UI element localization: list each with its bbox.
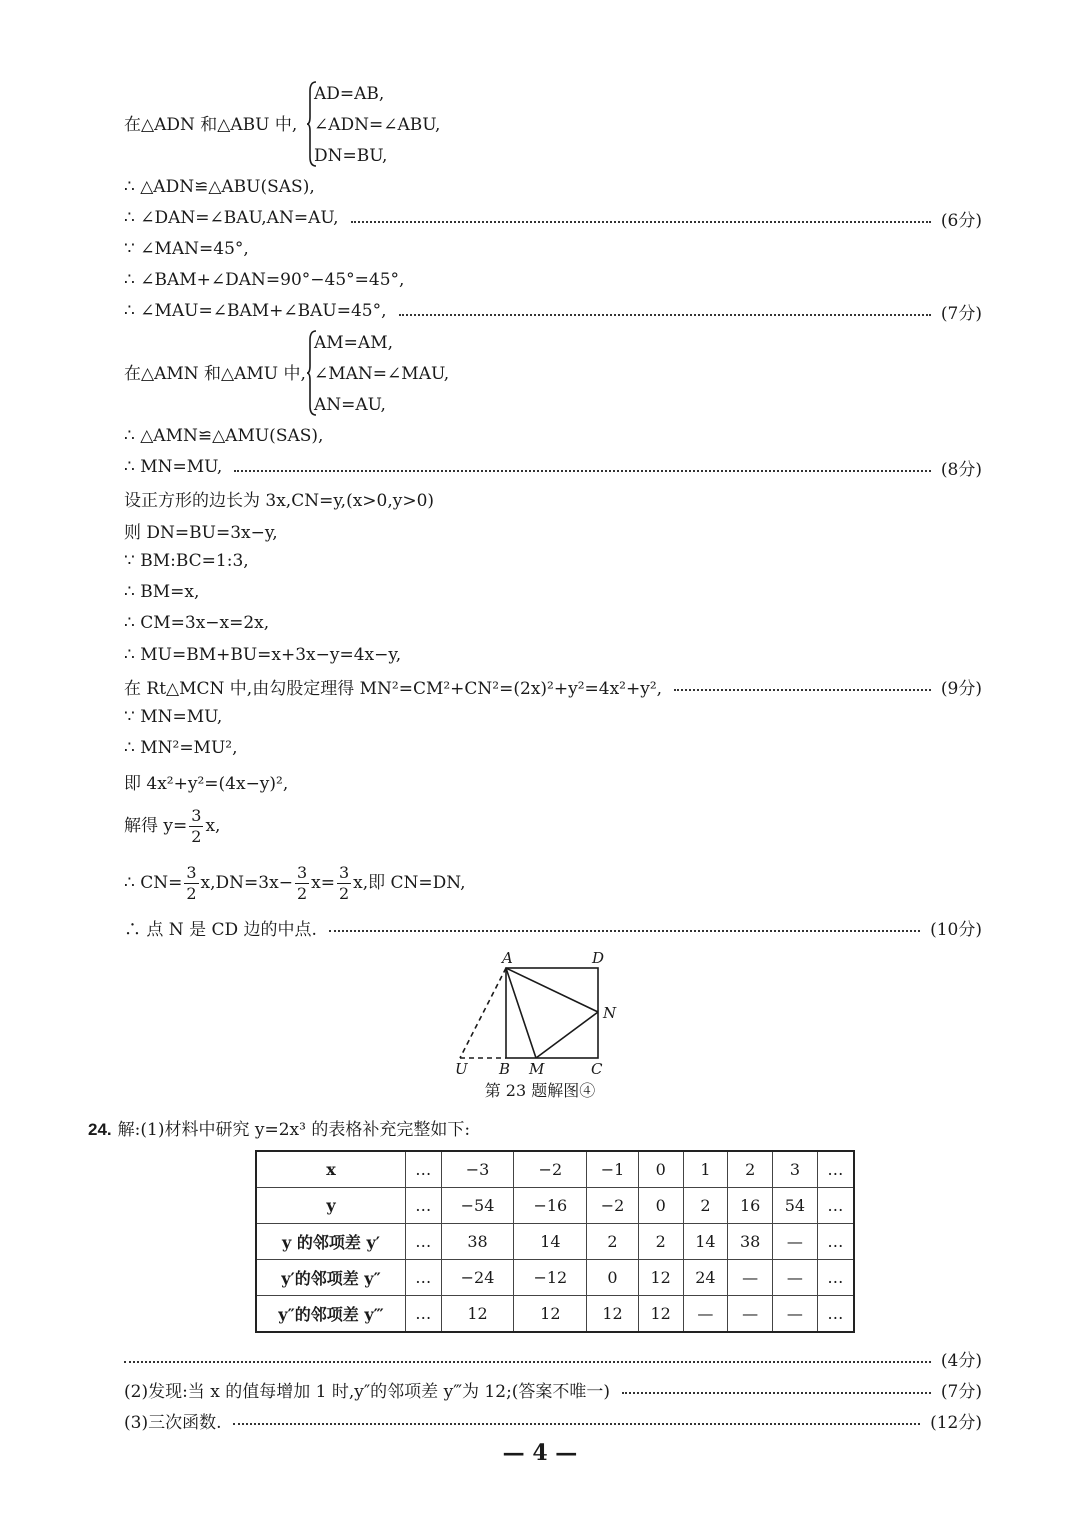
- proof-line: ∴ △ADN≌△ABU(SAS),: [124, 177, 315, 197]
- table-cell: 1: [683, 1151, 728, 1188]
- table-cell: 12: [514, 1296, 587, 1333]
- table-cell: …: [817, 1224, 854, 1260]
- page-number: — 4 —: [502, 1440, 578, 1466]
- table-cell: 12: [638, 1296, 683, 1333]
- table-cell: 24: [683, 1260, 728, 1296]
- segment-am: [506, 968, 536, 1058]
- question-24-heading: [88, 1115, 470, 1140]
- proof-line-scored: ∴ ∠DAN=∠BAU,AN=AU, (6分): [124, 203, 982, 233]
- table-cell: …: [406, 1296, 442, 1333]
- label-c: C: [591, 1060, 603, 1078]
- proof-line-scored: ∴ MN=MU, (8分): [124, 452, 982, 482]
- fraction: $\frac{3}{2}$: [296, 862, 308, 903]
- proof-line-scored: ∴ ∠MAU=∠BAM+∠BAU=45°, (7分): [124, 296, 982, 326]
- figure-caption: 第 23 题解图④: [484, 1081, 596, 1100]
- table-cell: 16: [728, 1188, 773, 1224]
- table-cell: 0: [638, 1188, 683, 1224]
- proof-line: ∴ CM=3x−x=2x,: [124, 613, 270, 633]
- proof-line-scored: [124, 1343, 982, 1373]
- row-header-cell: y′的邻项差 y″: [256, 1260, 406, 1296]
- proof-line-scored: (2)发现:当 x 的值每增加 1 时,y″的邻项差 y‴为 12;(答案不唯一) (7分): [124, 1374, 982, 1404]
- table-cell: …: [817, 1296, 854, 1333]
- row-header-cell: y″的邻项差 y‴: [256, 1296, 406, 1333]
- table-cell: …: [406, 1260, 442, 1296]
- proof-line-scored: ∴ 点 N 是 CD 边的中点. (10分): [124, 912, 982, 942]
- condition-2: ∠ADN=∠ABU,: [314, 115, 441, 135]
- solve-line: 解得 y= $\frac{3}{2}$ x,: [124, 805, 221, 846]
- table-cell: …: [406, 1151, 442, 1188]
- condition-1: AM=AM,: [314, 333, 394, 353]
- fraction: $\frac{3}{2}$: [191, 805, 202, 846]
- score-label: (7分): [940, 1381, 982, 1402]
- condition-1: AD=AB,: [314, 84, 385, 104]
- score-label: (6分): [940, 210, 982, 231]
- proof-line: ∴ ∠BAM+∠DAN=90°−45°=45°,: [124, 270, 405, 290]
- table-cell: 2: [587, 1224, 639, 1260]
- label-u: U: [455, 1060, 468, 1078]
- table-cell: −2: [587, 1188, 639, 1224]
- segment-au: [460, 968, 506, 1058]
- table-cell: 14: [683, 1224, 728, 1260]
- table-cell: 0: [587, 1260, 639, 1296]
- proof-line-scored: 在 Rt△MCN 中,由勾股定理得 MN²=CM²+CN²=(2x)²+y²=4x²+y², (9分): [124, 671, 982, 701]
- table-cell: 38: [441, 1224, 514, 1260]
- table-cell: 38: [728, 1224, 773, 1260]
- table-row: [256, 1296, 854, 1333]
- fraction: $\frac{3}{2}$: [338, 862, 350, 903]
- condition-3: AN=AU,: [314, 395, 386, 415]
- table-cell: —: [728, 1260, 773, 1296]
- table-row: [256, 1224, 854, 1260]
- table-cell: −3: [441, 1151, 514, 1188]
- table-cell: …: [817, 1188, 854, 1224]
- square-abcd: [506, 968, 598, 1058]
- condition-2: ∠MAN=∠MAU,: [314, 364, 450, 384]
- question-text: 解:(1)材料中研究 y=2x³ 的表格补充完整如下:: [117, 1120, 471, 1140]
- question-number: 24.: [88, 1120, 112, 1139]
- table-cell: 3: [773, 1151, 818, 1188]
- score-label: (9分): [940, 678, 982, 699]
- proof-line: ∵ ∠MAN=45°,: [124, 239, 249, 259]
- table-cell: …: [817, 1151, 854, 1188]
- table-cell: —: [683, 1296, 728, 1333]
- label-a: A: [502, 949, 513, 967]
- table-cell: −1: [587, 1151, 639, 1188]
- block2-lead: 在△AMN 和△AMU 中,: [124, 364, 306, 384]
- row-header-cell: x: [256, 1151, 406, 1188]
- table-row: [256, 1260, 854, 1296]
- table-cell: 0: [638, 1151, 683, 1188]
- proof-line: ∵ BM:BC=1:3,: [124, 551, 249, 571]
- segment-an: [506, 968, 598, 1012]
- table-cell: −12: [514, 1260, 587, 1296]
- label-d: D: [592, 949, 605, 967]
- proof-line-scored: (3)三次函数. (12分): [124, 1405, 982, 1435]
- table-cell: 12: [441, 1296, 514, 1333]
- block1-lead: 在△ADN 和△ABU 中,: [124, 115, 298, 135]
- table-cell: −2: [514, 1151, 587, 1188]
- table-cell: —: [773, 1224, 818, 1260]
- segment-mn: [536, 1012, 598, 1058]
- table-cell: 54: [773, 1188, 818, 1224]
- difference-table: [255, 1150, 855, 1333]
- condition-3: DN=BU,: [314, 146, 388, 166]
- table-cell: …: [817, 1260, 854, 1296]
- table-cell: 12: [638, 1260, 683, 1296]
- proof-line: ∵ MN=MU,: [124, 707, 223, 727]
- table-row: [256, 1151, 854, 1188]
- proof-line: ∴ MU=BM+BU=x+3x−y=4x−y,: [124, 645, 402, 665]
- score-label: (7分): [940, 303, 982, 324]
- cn-dn-line: ∴ CN= $\frac{3}{2}$ x,DN=3x− $\frac{3}{2}$ x= $\frac{3}{2}$ x,即 CN=DN,: [124, 862, 466, 903]
- fraction: $\frac{3}{2}$: [186, 862, 197, 903]
- label-m: M: [529, 1060, 545, 1078]
- score-label: (4分): [940, 1350, 982, 1371]
- row-header-cell: y 的邻项差 y′: [256, 1224, 406, 1260]
- label-n: N: [603, 1004, 617, 1022]
- table-cell: 12: [587, 1296, 639, 1333]
- proof-line: ∴ MN²=MU²,: [124, 738, 238, 758]
- proof-line: 即 4x²+y²=(4x−y)²,: [124, 773, 289, 794]
- label-b: B: [499, 1060, 511, 1078]
- table-cell: 2: [728, 1151, 773, 1188]
- table-cell: —: [728, 1296, 773, 1333]
- table-cell: …: [406, 1188, 442, 1224]
- score-label: (10分): [930, 919, 982, 940]
- table-cell: —: [773, 1296, 818, 1333]
- table-cell: …: [406, 1224, 442, 1260]
- proof-line: ∴ BM=x,: [124, 582, 200, 602]
- row-header-cell: y: [256, 1188, 406, 1224]
- table-cell: —: [773, 1260, 818, 1296]
- table-cell: −24: [441, 1260, 514, 1296]
- proof-line: 设正方形的边长为 3x,CN=y,(x>0,y>0): [124, 490, 435, 511]
- score-label: (8分): [940, 459, 982, 480]
- proof-line: 则 DN=BU=3x−y,: [124, 522, 278, 543]
- table-cell: 2: [683, 1188, 728, 1224]
- table-row: [256, 1188, 854, 1224]
- table-cell: 2: [638, 1224, 683, 1260]
- table-cell: −54: [441, 1188, 514, 1224]
- table-cell: 14: [514, 1224, 587, 1260]
- proof-line: ∴ △AMN≌△AMU(SAS),: [124, 426, 324, 446]
- table-cell: −16: [514, 1188, 587, 1224]
- score-label: (12分): [930, 1412, 982, 1433]
